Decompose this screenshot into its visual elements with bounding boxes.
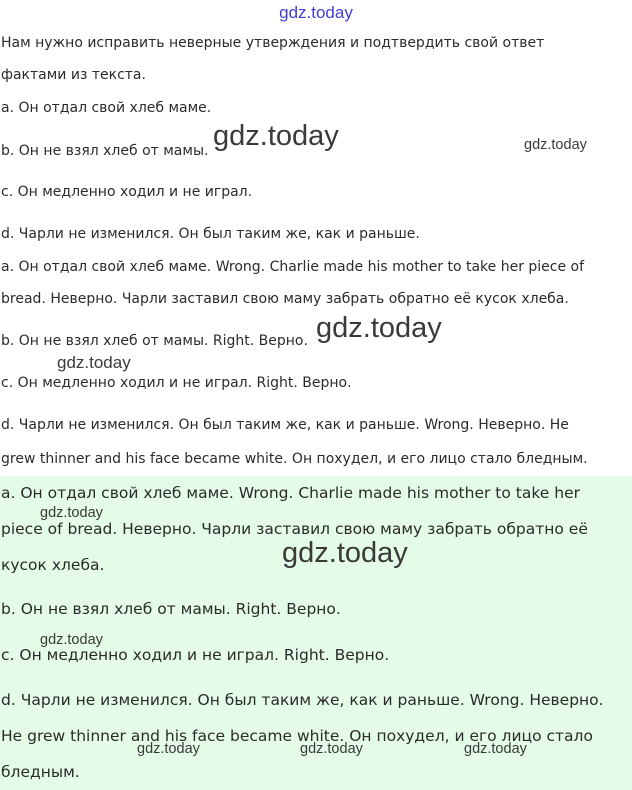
answer-box-line: d. Чарли не изменился. Он был таким же, как и раньше. Wrong. Неверно.: [1, 691, 604, 709]
statement-d: d. Чарли не изменился. Он был таким же, как и раньше.: [1, 226, 420, 242]
statement-b: b. Он не взял хлеб от мамы.: [1, 143, 209, 159]
watermark: gdz.today: [40, 505, 103, 521]
watermark: gdz.today: [524, 137, 587, 153]
answer-line: b. Он не взял хлеб от мамы. Right. Верно.: [1, 333, 308, 349]
watermark: gdz.today: [137, 741, 200, 757]
answer-box-line: b. Он не взял хлеб от мамы. Right. Верно.: [1, 600, 341, 618]
answer-box-line: c. Он медленно ходил и не играл. Right. Верно.: [1, 646, 390, 664]
watermark: gdz.today: [464, 741, 527, 757]
watermark: gdz.today: [300, 741, 363, 757]
answer-box-line: He grew thinner and his face became white. Он похудел, и его лицо стало: [1, 727, 593, 745]
top-watermark: gdz.today: [279, 3, 353, 22]
statement-c: c. Он медленно ходил и не играл.: [1, 184, 253, 200]
answer-line: d. Чарли не изменился. Он был таким же, как и раньше. Wrong. Неверно. He: [1, 417, 569, 433]
answer-box-line: piece of bread. Неверно. Чарли заставил свою маму забрать обратно её: [1, 520, 588, 538]
watermark: gdz.today: [316, 312, 442, 344]
watermark: gdz.today: [57, 353, 131, 372]
watermark: gdz.today: [282, 537, 408, 569]
answer-box-line: a. Он отдал свой хлеб маме. Wrong. Charlie made his mother to take her: [1, 484, 580, 502]
watermark: gdz.today: [213, 120, 339, 152]
answer-line: c. Он медленно ходил и не играл. Right. Верно.: [1, 375, 352, 391]
answer-box-line: кусок хлеба.: [1, 556, 105, 574]
answer-line: a. Он отдал свой хлеб маме. Wrong. Charlie made his mother to take her piece of: [1, 259, 585, 275]
statement-a: a. Он отдал свой хлеб маме.: [1, 100, 212, 116]
intro-line: фактами из текста.: [1, 67, 146, 83]
answer-line: bread. Неверно. Чарли заставил свою маму забрать обратно её кусок хлеба.: [1, 291, 569, 307]
intro-line: Нам нужно исправить неверные утверждения и подтвердить свой ответ: [1, 35, 545, 51]
answer-line: grew thinner and his face became white. Он похудел, и его лицо стало бледным.: [1, 451, 588, 467]
watermark: gdz.today: [40, 632, 103, 648]
answer-box-line: бледным.: [1, 763, 80, 781]
